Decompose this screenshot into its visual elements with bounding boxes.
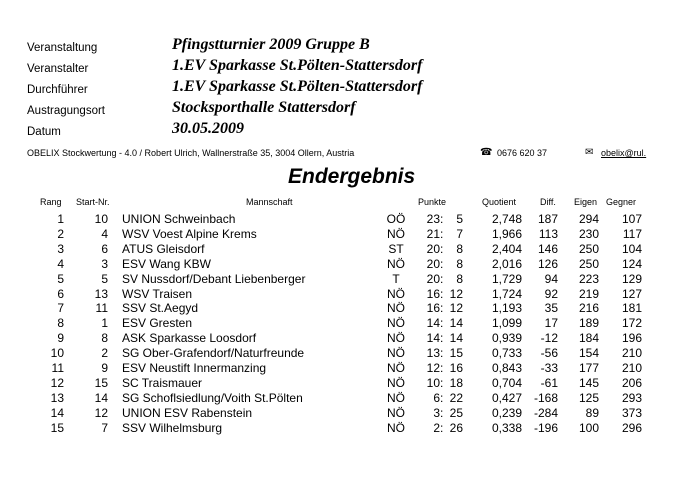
cell-gegner: 117 <box>622 226 642 241</box>
cell-mannschaft: ESV Wang KBW <box>122 256 211 271</box>
cell-quotient: 2,016 <box>491 256 522 271</box>
cell-punkte-plus: 20 <box>426 241 440 256</box>
cell-punkte-plus: 21 <box>426 226 440 241</box>
table-row <box>0 406 684 421</box>
header-eigen: Eigen <box>574 197 598 207</box>
cell-punkte-minus: 8 <box>456 256 463 271</box>
score-separator: : <box>440 316 444 331</box>
cell-quotient: 1,193 <box>491 301 522 316</box>
cell-start-nr: 5 <box>101 271 108 286</box>
cell-quotient: 0,239 <box>491 405 522 420</box>
cell-diff: 113 <box>538 226 558 241</box>
cell-diff: 92 <box>544 286 558 301</box>
cell-rang: 6 <box>57 286 64 301</box>
table-row <box>0 376 684 391</box>
cell-rang: 14 <box>50 405 64 420</box>
info-value: Pfingstturnier 2009 Gruppe B <box>172 36 370 53</box>
cell-eigen: 100 <box>578 420 599 435</box>
score-separator: : <box>440 420 444 435</box>
cell-gegner: 127 <box>621 286 642 301</box>
cell-rang: 2 <box>57 226 64 241</box>
table-row <box>0 331 684 346</box>
cell-diff: -61 <box>540 375 558 390</box>
table-row <box>0 227 684 242</box>
cell-gegner: 296 <box>621 420 642 435</box>
info-label: Durchführer <box>27 84 88 96</box>
cell-start-nr: 8 <box>101 331 108 346</box>
cell-punkte-plus: 20 <box>426 271 440 286</box>
email-link[interactable]: obelix@rul. <box>601 148 647 158</box>
info-label: Veranstalter <box>27 63 89 75</box>
cell-rang: 12 <box>50 375 64 390</box>
phone-icon: ☎ <box>480 147 493 158</box>
cell-mannschaft: SSV St.Aegyd <box>122 301 199 316</box>
cell-gegner: 172 <box>621 316 642 331</box>
cell-rang: 9 <box>57 331 64 346</box>
cell-diff: -196 <box>533 420 558 435</box>
cell-quotient: 0,427 <box>491 390 522 405</box>
cell-mannschaft: SG Schoflsiedlung/Voith St.Pölten <box>122 390 303 405</box>
cell-eigen: 230 <box>578 226 599 241</box>
cell-start-nr: 3 <box>101 256 108 271</box>
page-title: Endergebnis <box>288 165 416 188</box>
cell-punkte-plus: 12 <box>426 361 440 375</box>
score-separator: : <box>440 331 444 346</box>
cell-mannschaft: WSV Voest Alpine Krems <box>122 226 257 241</box>
cell-mannschaft: SSV Wilhelmsburg <box>122 420 223 435</box>
table-row <box>0 257 684 272</box>
table-row <box>0 242 684 257</box>
cell-mannschaft: UNION ESV Rabenstein <box>122 405 253 420</box>
cell-quotient: 0,843 <box>491 361 522 375</box>
cell-diff: -56 <box>540 346 558 361</box>
cell-diff: 35 <box>544 301 558 316</box>
header-mannschaft: Mannschaft <box>246 197 293 207</box>
table-row <box>0 361 684 376</box>
cell-punkte-minus: 7 <box>456 226 463 241</box>
cell-gegner: 196 <box>621 331 642 346</box>
cell-diff: -12 <box>540 331 558 346</box>
info-label: Datum <box>27 126 61 138</box>
score-separator: : <box>440 346 444 361</box>
cell-punkte-plus: 20 <box>426 256 440 271</box>
cell-region: NÖ <box>387 226 405 241</box>
cell-eigen: 219 <box>578 286 599 301</box>
header-rang: Rang <box>40 197 62 207</box>
cell-punkte-minus: 12 <box>449 286 463 301</box>
cell-mannschaft: ATUS Gleisdorf <box>122 241 205 256</box>
cell-rang: 4 <box>57 256 64 271</box>
header-gegner: Gegner <box>606 197 637 207</box>
info-value: Stocksporthalle Stattersdorf <box>172 99 356 116</box>
score-separator: : <box>440 212 444 226</box>
header-punkte: Punkte <box>418 197 447 207</box>
info-value: 1.EV Sparkasse St.Pölten-Stattersdorf <box>172 78 423 95</box>
header-diff: Diff. <box>540 197 556 207</box>
cell-punkte-minus: 25 <box>449 405 463 420</box>
cell-start-nr: 1 <box>101 316 108 331</box>
cell-mannschaft: SG Ober-Grafendorf/Naturfreunde <box>122 346 305 361</box>
cell-mannschaft: SC Traismauer <box>122 375 203 390</box>
cell-gegner: 210 <box>621 346 642 361</box>
cell-eigen: 154 <box>578 346 599 361</box>
score-separator: : <box>440 241 444 256</box>
cell-diff: 187 <box>537 212 558 226</box>
cell-eigen: 145 <box>578 375 599 390</box>
table-row <box>0 301 684 316</box>
table-row <box>0 316 684 331</box>
cell-region: NÖ <box>387 346 405 361</box>
cell-rang: 5 <box>57 271 64 286</box>
cell-punkte-plus: 6 <box>433 390 440 405</box>
cell-diff: -33 <box>540 361 558 375</box>
cell-quotient: 2,748 <box>491 212 522 226</box>
score-separator: : <box>440 405 444 420</box>
cell-eigen: 177 <box>578 361 599 375</box>
cell-eigen: 89 <box>585 405 599 420</box>
cell-punkte-plus: 2 <box>433 420 440 435</box>
cell-punkte-minus: 16 <box>449 361 463 375</box>
cell-start-nr: 14 <box>94 390 108 405</box>
score-separator: : <box>440 226 444 241</box>
cell-rang: 3 <box>57 241 64 256</box>
cell-rang: 15 <box>50 420 64 435</box>
cell-punkte-plus: 14 <box>426 316 440 331</box>
score-separator: : <box>440 375 444 390</box>
cell-punkte-plus: 14 <box>426 331 440 346</box>
table-row <box>0 391 684 406</box>
cell-gegner: 124 <box>621 256 642 271</box>
cell-mannschaft: ESV Neustift Innermanzing <box>122 361 267 375</box>
info-value: 30.05.2009 <box>172 120 244 137</box>
cell-eigen: 223 <box>578 271 599 286</box>
cell-region: NÖ <box>387 286 405 301</box>
cell-diff: 17 <box>544 316 558 331</box>
cell-punkte-minus: 15 <box>449 346 463 361</box>
cell-punkte-minus: 5 <box>456 212 463 226</box>
cell-eigen: 216 <box>578 301 599 316</box>
cell-start-nr: 9 <box>101 361 108 375</box>
cell-start-nr: 11 <box>95 301 108 316</box>
cell-quotient: 0,704 <box>491 375 522 390</box>
cell-diff: 126 <box>537 256 558 271</box>
cell-quotient: 1,099 <box>491 316 522 331</box>
cell-punkte-minus: 8 <box>456 241 463 256</box>
cell-start-nr: 2 <box>101 346 108 361</box>
cell-gegner: 206 <box>621 375 642 390</box>
cell-eigen: 184 <box>578 331 599 346</box>
info-label: Veranstaltung <box>27 42 98 54</box>
cell-rang: 1 <box>57 212 64 226</box>
cell-rang: 11 <box>51 361 64 375</box>
score-separator: : <box>440 390 444 405</box>
table-row <box>0 421 684 436</box>
cell-punkte-plus: 16 <box>426 301 440 316</box>
cell-rang: 7 <box>57 301 64 316</box>
cell-region: NÖ <box>387 316 405 331</box>
table-row <box>0 287 684 302</box>
cell-punkte-minus: 14 <box>449 316 463 331</box>
cell-gegner: 104 <box>621 241 642 256</box>
cell-rang: 10 <box>50 346 64 361</box>
cell-region: OÖ <box>386 212 406 226</box>
table-row <box>0 272 684 287</box>
cell-punkte-minus: 8 <box>456 271 463 286</box>
cell-start-nr: 15 <box>94 375 108 390</box>
envelope-icon: ✉ <box>585 147 594 158</box>
cell-region: NÖ <box>387 301 405 316</box>
cell-region: NÖ <box>387 420 405 435</box>
cell-punkte-minus: 18 <box>449 375 463 390</box>
cell-start-nr: 12 <box>94 405 108 420</box>
software-credits: OBELIX Stockwertung - 4.0 / Robert Ulrich, Wallnerstraße 35, 3004 Ollern, Austria <box>27 148 355 158</box>
cell-start-nr: 7 <box>101 420 108 435</box>
table-row <box>0 212 684 227</box>
cell-gegner: 210 <box>621 361 642 375</box>
header-start-nr: Start-Nr. <box>76 197 110 207</box>
cell-punkte-minus: 12 <box>449 301 463 316</box>
cell-punkte-plus: 13 <box>426 346 440 361</box>
cell-mannschaft: ESV Gresten <box>122 316 193 331</box>
cell-region: NÖ <box>387 361 405 375</box>
cell-region: NÖ <box>387 375 405 390</box>
cell-start-nr: 6 <box>101 241 108 256</box>
cell-mannschaft: SV Nussdorf/Debant Liebenberger <box>122 271 306 286</box>
cell-punkte-minus: 26 <box>449 420 463 435</box>
score-separator: : <box>440 256 444 271</box>
cell-punkte-minus: 14 <box>449 331 463 346</box>
header-quotient: Quotient <box>482 197 517 207</box>
cell-mannschaft: UNION Schweinbach <box>122 212 236 226</box>
cell-punkte-minus: 22 <box>449 390 463 405</box>
cell-quotient: 0,939 <box>491 331 522 346</box>
cell-region: T <box>392 271 400 286</box>
cell-region: NÖ <box>387 405 405 420</box>
cell-punkte-plus: 10 <box>426 375 440 390</box>
cell-mannschaft: WSV Traisen <box>122 286 193 301</box>
cell-start-nr: 4 <box>101 226 108 241</box>
cell-diff: 94 <box>544 271 558 286</box>
cell-gegner: 293 <box>621 390 642 405</box>
cell-start-nr: 13 <box>94 286 108 301</box>
score-separator: : <box>440 286 444 301</box>
cell-gegner: 129 <box>621 271 642 286</box>
info-label: Austragungsort <box>27 105 105 117</box>
cell-eigen: 250 <box>578 241 599 256</box>
score-separator: : <box>440 361 444 375</box>
cell-mannschaft: ASK Sparkasse Loosdorf <box>122 331 257 346</box>
table-row <box>0 346 684 361</box>
cell-rang: 13 <box>50 390 64 405</box>
cell-diff: -284 <box>533 405 558 420</box>
cell-punkte-plus: 16 <box>426 286 440 301</box>
cell-rang: 8 <box>57 316 64 331</box>
cell-diff: 146 <box>537 241 558 256</box>
info-value: 1.EV Sparkasse St.Pölten-Stattersdorf <box>172 57 423 74</box>
cell-diff: -168 <box>533 390 558 405</box>
cell-start-nr: 10 <box>94 212 108 226</box>
score-separator: : <box>440 301 444 316</box>
cell-gegner: 181 <box>621 301 642 316</box>
cell-eigen: 250 <box>578 256 599 271</box>
cell-quotient: 1,966 <box>491 226 522 241</box>
cell-region: NÖ <box>387 331 405 346</box>
cell-quotient: 0,338 <box>491 420 522 435</box>
phone-number: 0676 620 37 <box>497 148 548 158</box>
cell-gegner: 373 <box>621 405 642 420</box>
cell-region: ST <box>388 241 404 256</box>
cell-quotient: 0,733 <box>491 346 522 361</box>
cell-eigen: 125 <box>578 390 599 405</box>
cell-quotient: 1,724 <box>491 286 522 301</box>
score-separator: : <box>440 271 444 286</box>
cell-punkte-plus: 23 <box>426 212 440 226</box>
cell-quotient: 2,404 <box>491 241 522 256</box>
cell-eigen: 294 <box>578 212 599 226</box>
cell-region: NÖ <box>387 256 405 271</box>
cell-quotient: 1,729 <box>491 271 522 286</box>
cell-punkte-plus: 3 <box>433 405 440 420</box>
cell-gegner: 107 <box>621 212 642 226</box>
cell-region: NÖ <box>387 390 405 405</box>
cell-eigen: 189 <box>578 316 599 331</box>
